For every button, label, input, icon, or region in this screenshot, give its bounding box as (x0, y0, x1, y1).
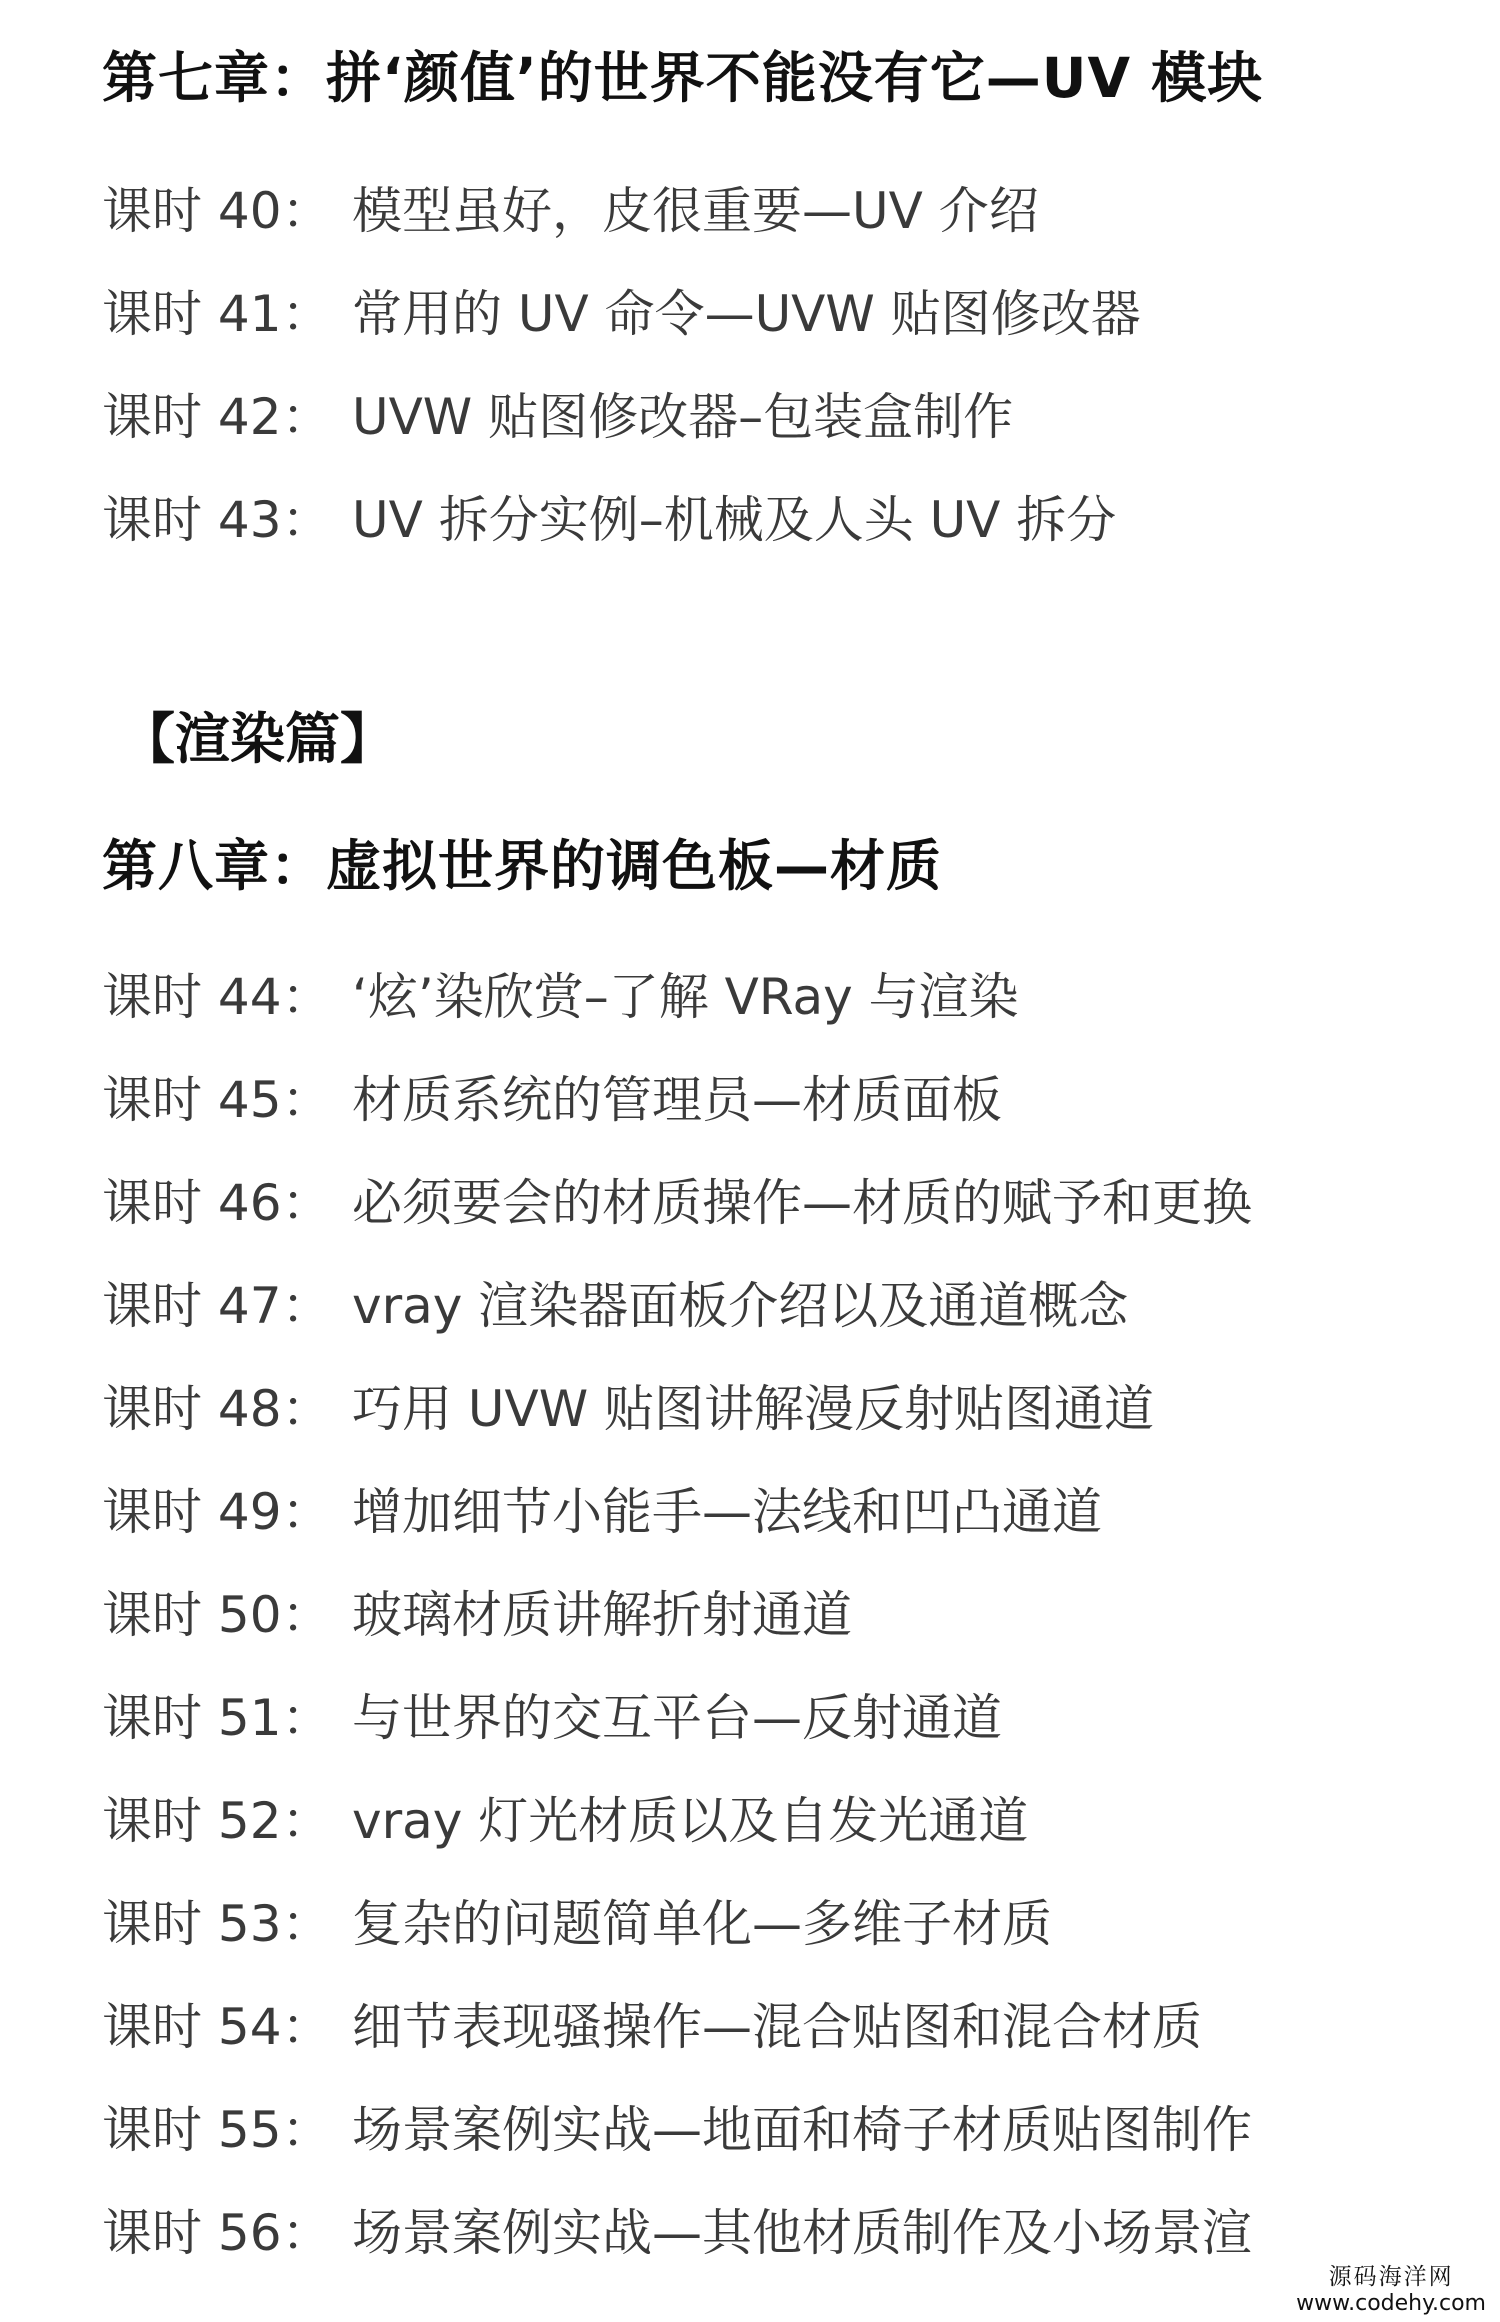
lesson-title: 与世界的交互平台—反射通道 (352, 1689, 1002, 1747)
lesson-number: 课时 46： (102, 1174, 332, 1232)
chapter-7-heading: 第七章：拼‘颜值’的世界不能没有它—UV 模块 (102, 46, 1264, 110)
lesson-title: UV 拆分实例–机械及人头 UV 拆分 (352, 491, 1117, 549)
lesson-number: 课时 48： (102, 1380, 332, 1438)
lesson-item (102, 1895, 1052, 1953)
lesson-item (102, 285, 1141, 343)
lesson-number: 课时 52： (102, 1792, 332, 1850)
lesson-number: 课时 54： (102, 1998, 332, 2056)
render-section-heading: 【渲染篇】 (120, 707, 396, 771)
site-watermark (1296, 2264, 1486, 2316)
lesson-item (102, 491, 1117, 549)
chapter-8-heading: 第八章：虚拟世界的调色板—材质 (102, 834, 943, 898)
lesson-title: 复杂的问题简单化—多维子材质 (352, 1895, 1052, 1953)
lesson-number: 课时 55： (102, 2101, 332, 2159)
lesson-number: 课时 44： (102, 968, 332, 1026)
lesson-title: 增加细节小能手—法线和凹凸通道 (352, 1483, 1102, 1541)
lesson-title: 玻璃材质讲解折射通道 (352, 1586, 852, 1644)
lesson-title: 常用的 UV 命令—UVW 贴图修改器 (352, 285, 1141, 343)
lesson-title: ‘炫’染欣赏–了解 VRay 与渲染 (352, 968, 1019, 1026)
lesson-title: 场景案例实战—地面和椅子材质贴图制作 (352, 2101, 1252, 2159)
lesson-title: 模型虽好，皮很重要—UV 介绍 (352, 182, 1039, 240)
lesson-number: 课时 51： (102, 1689, 332, 1747)
lesson-item (102, 388, 1014, 446)
lesson-item (102, 968, 1019, 1026)
lesson-item (102, 1998, 1202, 2056)
lesson-item (102, 1174, 1252, 1232)
lesson-number: 课时 56： (102, 2204, 332, 2262)
lesson-number: 课时 40： (102, 182, 332, 240)
lesson-item (102, 1689, 1002, 1747)
watermark-site-name: 源码海洋网 (1328, 2264, 1454, 2291)
lesson-item (102, 1792, 1029, 1850)
lesson-title: UVW 贴图修改器–包装盒制作 (352, 388, 1014, 446)
lesson-title: 场景案例实战—其他材质制作及小场景渲 (352, 2204, 1252, 2262)
lesson-number: 课时 53： (102, 1895, 332, 1953)
lesson-number: 课时 41： (102, 285, 332, 343)
watermark-url: www.codehy.com (1296, 2290, 1486, 2316)
lesson-number: 课时 43： (102, 491, 332, 549)
lesson-title: 材质系统的管理员—材质面板 (352, 1071, 1002, 1129)
lesson-item (102, 1277, 1129, 1335)
lesson-item (102, 2101, 1252, 2159)
lesson-item (102, 1586, 852, 1644)
lesson-item (102, 182, 1039, 240)
lesson-title: 细节表现骚操作—混合贴图和混合材质 (352, 1998, 1202, 2056)
lesson-title: vray 灯光材质以及自发光通道 (352, 1792, 1029, 1850)
lesson-number: 课时 49： (102, 1483, 332, 1541)
lesson-number: 课时 45： (102, 1071, 332, 1129)
lesson-title: vray 渲染器面板介绍以及通道概念 (352, 1277, 1129, 1335)
lesson-item (102, 1483, 1102, 1541)
lesson-number: 课时 47： (102, 1277, 332, 1335)
lesson-title: 巧用 UVW 贴图讲解漫反射贴图通道 (352, 1380, 1155, 1438)
lesson-number: 课时 42： (102, 388, 332, 446)
lesson-number: 课时 50： (102, 1586, 332, 1644)
lesson-item (102, 1071, 1002, 1129)
lesson-title: 必须要会的材质操作—材质的赋予和更换 (352, 1174, 1252, 1232)
lesson-item (102, 1380, 1155, 1438)
lesson-item (102, 2204, 1252, 2262)
